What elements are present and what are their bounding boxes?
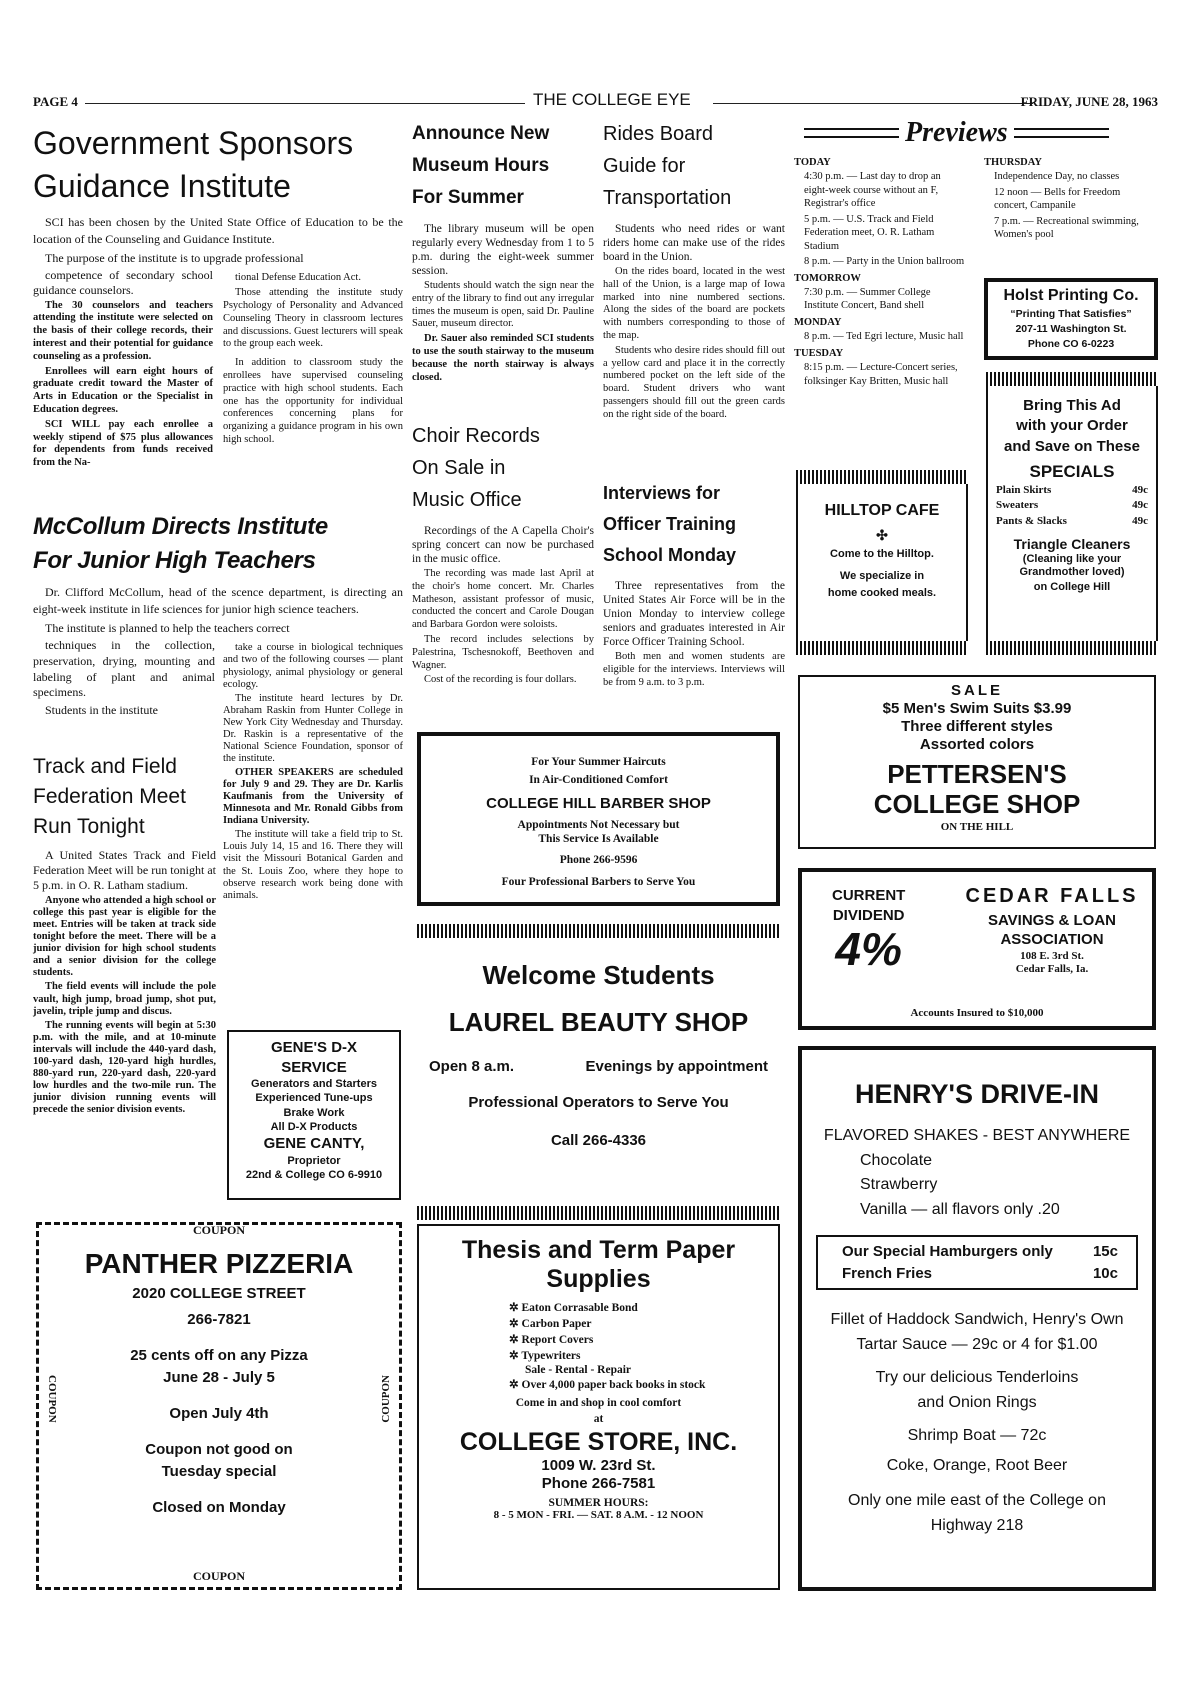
ad-store-name: COLLEGE STORE, INC. [459, 1427, 738, 1456]
list-item-label: Over 4,000 paper back books in stock [521, 1378, 706, 1391]
ad-genes-dx-service [227, 1030, 401, 1200]
ad-title: SERVICE [281, 1058, 347, 1076]
ad-line: This Service Is Available [538, 832, 659, 845]
article-interviews [603, 478, 785, 691]
ad-pettersens-college-shop [798, 675, 1156, 849]
preview-day-thursday [984, 156, 1156, 242]
list-item-label: Report Covers [521, 1333, 594, 1346]
ad-title: Holst Printing Co. [1003, 287, 1139, 304]
paragraph: competence of secondary school guidance counselors. [33, 268, 213, 298]
ad-college-hill-barber-shop [417, 732, 780, 906]
article-guidance [33, 122, 403, 472]
item-price: 49c [1132, 483, 1148, 496]
item-name: Plain Skirts [996, 483, 1052, 496]
page-number: PAGE 4 [33, 94, 78, 109]
paragraph: The institute is planned to help the teachers correct [45, 620, 290, 635]
ad-holst-printing [984, 278, 1158, 360]
decorative-border [796, 641, 968, 655]
headline [33, 122, 403, 208]
ad-line: $5 Men's Swim Suits $3.99 [882, 700, 1072, 717]
event-item: 8 p.m. — Ted Egri lecture, Music hall [804, 331, 964, 343]
paragraph: SCI has been chosen by the United State Office of Education to be the location of the Counseling and Guidance Institute. [33, 215, 403, 246]
ad-title: COLLEGE SHOP [873, 788, 1081, 819]
ad-cedar-falls-savings [798, 868, 1156, 1030]
list-item: ✲ Eaton Corrasable Bond [509, 1301, 638, 1314]
ad-line: Bring This Ad [1023, 397, 1121, 414]
paragraph: The running events will begin at 5:30 p.m. with the mile, and at 10-minute intervals will include the 440-yard dash, 100-yard dash, 120-yard high hurdles, 880-yard run, 220-yard dash, 220-yard low hurdles and the two-mile run. The junior division running events will precede the senior division events. [33, 1019, 216, 1116]
decorative-rule [804, 128, 899, 138]
ad-line: on College Hill [1033, 580, 1111, 593]
headline-line: Rides Board [603, 123, 714, 145]
menu-item: Our Special Hamburgers only [842, 1242, 1053, 1260]
paragraph: Students should watch the sign near the entry of the library to find out any irregular times the museum is open, said Dr. Pauline Sauer, museum director. [412, 280, 594, 330]
paragraph: Students in the institute [45, 702, 158, 717]
list-item-label: Typewriters [521, 1349, 581, 1362]
hamburger-box [816, 1235, 1138, 1291]
paragraph: The record includes selections by Palestrina, Tschesnokoff, Beethoven and Wagner. [412, 634, 594, 671]
paragraph: The recording was made last April at the choir's home concert. Mr. Charles Matheson, assistant professor of music, conducted the concert and Carole Dougan and Barbara Gordon were soloists. [412, 568, 594, 631]
event-item: 8:15 p.m. — Lecture-Concert series, folksinger Kay Britten, Music hall [804, 362, 958, 387]
event-item: 12 noon — Bells for Freedom concert, Campanile [994, 186, 1121, 212]
ad-line: Appointments Not Necessary but [517, 818, 680, 831]
ad-title: LAUREL BEAUTY SHOP [448, 1007, 749, 1038]
ad-address: 108 E. 3rd St. [1020, 949, 1084, 962]
ad-title: Welcome Students [482, 960, 715, 990]
ad-phone: Phone CO 6-0223 [1027, 338, 1115, 351]
newspaper-title: THE COLLEGE EYE [533, 90, 691, 109]
paragraph: take a course in biological techniques and two of the following courses — plant physiology, animal physiology or general ecology. [223, 642, 403, 690]
headline-line: Officer Training [603, 514, 737, 534]
ad-line: Fillet of Haddock Sandwich, Henry's Own [830, 1311, 1124, 1329]
ad-line: SUMMER HOURS: [548, 1496, 649, 1509]
paragraph: Three representatives from the United States Air Force will be in the Union Monday to interview college seniors and graduates interested in Air Force Officer Training School. [603, 580, 785, 649]
column [33, 268, 213, 472]
ad-line: (Cleaning like your [1022, 553, 1122, 566]
headline-line: Choir Records [412, 425, 540, 447]
menu-item: French Fries [842, 1264, 933, 1282]
list-item-label: Eaton Corrasable Bond [521, 1301, 638, 1314]
flavor-list [802, 1149, 1152, 1223]
ad-line: Come to the Hilltop. [830, 547, 934, 560]
menu-price: 10c [1092, 1264, 1118, 1282]
ad-line: Four Professional Barbers to Serve You [501, 876, 696, 889]
preview-day-today [794, 156, 966, 269]
headline [412, 420, 594, 516]
headline-line: Federation Meet [33, 785, 186, 808]
paragraph: tional Defense Education Act. [235, 272, 361, 284]
ad-line: For Your Summer Haircuts [531, 756, 666, 768]
ad-line: CURRENT [832, 887, 906, 904]
ad-line: and Save on These [1004, 437, 1140, 455]
ad-phone: Call 266-4336 [550, 1132, 647, 1150]
coupon-offer: 25 cents off on any Pizza [130, 1346, 308, 1364]
ad-hilltop-cafe [796, 470, 968, 655]
article-body [412, 222, 594, 384]
ad-title: CEDAR FALLS [965, 885, 1139, 907]
ad-line: Evenings by appointment [585, 1058, 768, 1076]
ad-line: Three different styles [901, 718, 1053, 735]
ad-line: Only one mile east of the College on [848, 1492, 1106, 1510]
headline [603, 118, 785, 214]
ad-title: COLLEGE HILL BARBER SHOP [486, 794, 711, 812]
ad-line: All D-X Products [270, 1120, 358, 1133]
item-name: Pants & Slacks [996, 514, 1067, 527]
headline-line: Guide for [603, 155, 686, 177]
headline-line: Museum Hours [412, 155, 550, 176]
ad-line: Shrimp Boat — 72c [907, 1426, 1047, 1444]
ad-hours: 8 - 5 MON - FRI. — SAT. 8 A.M. - 12 NOON [493, 1508, 704, 1521]
ad-line: Grandmother loved) [1019, 566, 1125, 579]
headline-line: Run Tonight [33, 815, 145, 838]
article-body [412, 524, 594, 687]
ad-line: FLAVORED SHAKES - BEST ANYWHERE [823, 1126, 1131, 1144]
list-item: ✲ Report Covers [509, 1333, 594, 1346]
ad-title: Thesis and Term Paper [461, 1236, 736, 1264]
issue-date: FRIDAY, JUNE 28, 1963 [1020, 94, 1158, 109]
event-item: 5 p.m. — U.S. Track and Field Federation meet, O. R. Latham Stadium [804, 213, 935, 252]
ad-panther-pizzeria-coupon[interactable] [36, 1222, 402, 1590]
ad-address: 22nd & College CO 6-9910 [245, 1168, 383, 1181]
specials-list [988, 483, 1156, 529]
ad-address: 2020 COLLEGE STREET [132, 1284, 306, 1302]
ornament-icon: ✣ [876, 526, 888, 543]
ad-line: DIVIDEND [832, 906, 905, 924]
column [223, 638, 403, 903]
ad-title: HILLTOP CAFE [824, 502, 940, 519]
ad-line: Experienced Tune-ups [255, 1092, 373, 1105]
special-item [996, 483, 1148, 498]
paragraph: OTHER SPEAKERS are scheduled for July 9 and 29. They are Dr. Karlis Kaufmanis from the University of Minnesota and Mr. Ronald Gibbs from Indiana University. [223, 767, 403, 827]
headline-line: For Summer [412, 187, 524, 208]
headline-line: Transportation [603, 187, 732, 209]
paragraph: Dr. Clifford McCollum, head of the scence department, is directing an eight-week institute in life sciences for junior high science teachers. [33, 585, 403, 616]
ad-phone: Phone 266-9596 [559, 854, 638, 867]
ad-title: HENRY'S DRIVE-IN [855, 1079, 1099, 1109]
ad-line: and Onion Rings [917, 1393, 1037, 1411]
item-price: 49c [1132, 514, 1148, 527]
header-rule [713, 103, 1033, 104]
dividend-rate: 4% [835, 923, 902, 975]
dividend-block [832, 886, 905, 973]
ad-title: ASSOCIATION [1000, 930, 1104, 948]
article-choir [412, 420, 594, 689]
ad-triangle-cleaners [986, 372, 1158, 655]
previews-masthead [804, 116, 1158, 150]
ad-henrys-drive-in [798, 1046, 1156, 1591]
ad-title: PANTHER PIZZERIA [84, 1248, 354, 1279]
paragraph: A United States Track and Field Federation Meet will be run tonight at 5 p.m. in O. R. Latham stadium. [33, 848, 216, 892]
preview-day-monday [794, 316, 966, 344]
list-item: ✲ Typewriters [509, 1349, 581, 1362]
day-heading: TOMORROW [794, 272, 861, 284]
headline [33, 510, 403, 578]
ad-title: PETTERSEN'S [887, 759, 1067, 789]
column [223, 268, 403, 472]
event-item: 4:30 p.m. — Last day to drop an eight-week course without an F, Registrar's office [804, 171, 941, 210]
flavor-item: Vanilla — all flavors only .20 [860, 1201, 1060, 1219]
preview-day-tomorrow [794, 272, 966, 313]
ad-title: GENE'S D-X [270, 1039, 358, 1056]
day-heading: THURSDAY [984, 157, 1042, 168]
headline-line: For Junior High Teachers [33, 547, 316, 574]
ad-content [417, 960, 780, 1150]
coupon-label-vertical: COUPON [46, 1375, 59, 1423]
list-item: ✲ Over 4,000 paper back books in stock [509, 1378, 706, 1391]
paragraph: Students who need rides or want riders home can make use of the rides board in the Union. [603, 223, 785, 264]
previews-column [984, 156, 1156, 245]
list-item: ✲ Carbon Paper [509, 1317, 592, 1330]
paragraph: In addition to classroom study the enrollees have supervised counseling practice with high school students. Each one has the opportunity for individual conferences concerning plans for organizing a guidance program in his own high school. [223, 357, 403, 445]
paragraph: Anyone who attended a high school or college this past year is eligible for the meet. Entries will be taken at track side tonight before the meet. There will be a junior division for high school students and a senior division for the college students. [33, 895, 216, 979]
ad-line: with your Order [1016, 417, 1128, 435]
paragraph: The field events will include the pole vault, high jump, broad jump, shot put, javelin, triple jump and discus. [33, 981, 216, 1017]
ad-line: We specialize in [839, 569, 925, 582]
decorative-border [796, 470, 968, 484]
ad-line: home cooked meals. [827, 587, 937, 600]
ad-line: Proprietor [287, 1154, 341, 1167]
article-rides-board [603, 118, 785, 424]
ad-line: Brake Work [283, 1106, 345, 1119]
coupon-dates: June 28 - July 5 [163, 1368, 275, 1386]
paragraph: The library museum will be open regularly every Wednesday from 1 to 5 p.m. during the eight-week summer session. [412, 223, 594, 278]
article-museum [412, 118, 594, 386]
event-item: 7 p.m. — Recreational swimming, Women's pool [994, 215, 1139, 241]
page-header [33, 90, 1158, 112]
day-heading: MONDAY [794, 316, 842, 328]
header-rule [85, 103, 525, 104]
paragraph: The purpose of the institute is to upgrade professional [45, 250, 304, 265]
day-heading: TUESDAY [794, 347, 844, 359]
headline-line: Music Office [412, 489, 522, 511]
ad-line: Closed on Monday [152, 1498, 286, 1516]
flavor-item: Strawberry [860, 1176, 938, 1194]
paragraph: Both men and women students are eligible for the interviews. Interviews will be from 9 a.m. to 3 p.m. [603, 651, 785, 688]
headline-line: School Monday [603, 545, 737, 565]
ad-title: SAVINGS & LOAN [987, 912, 1117, 929]
paragraph: Students who desire rides should fill out a yellow card and place it in the correctly numbered pocket on the left side of the board. Student drivers who want passengers should fill out the green cards on the right side of the board. [603, 344, 785, 420]
article-track [33, 752, 216, 1118]
ad-line: Open 8 a.m. [429, 1058, 515, 1076]
ad-laurel-beauty-shop [417, 924, 780, 1220]
ad-line: Tartar Sauce — 29c or 4 for $1.00 [856, 1336, 1098, 1354]
flavor-item: Chocolate [860, 1151, 933, 1169]
item-price: 49c [1132, 499, 1148, 512]
paragraph: The institute will take a field trip to St. Louis July 14, 15 and 16. There they will visit the Missouri Botanical Garden and the St. Louis Zoo, where they hope to observe research work being done with animals. [223, 829, 403, 901]
lead [33, 584, 403, 636]
ad-line: SALE [950, 682, 1003, 699]
paragraph: The institute heard lectures by Dr. Abraham Raskin from Hunter College in New York City Wednesday and Thursday. Dr. Raskin is a representative of the National Science Foundation, sponsor of the institute. [223, 692, 403, 764]
event-item: 8 p.m. — Party in the Union ballroom [804, 256, 965, 268]
ad-college-store [417, 1224, 780, 1590]
ad-store-name: Triangle Cleaners [1013, 536, 1131, 553]
special-item [996, 498, 1148, 513]
ad-line: Try our delicious Tenderloins [875, 1369, 1079, 1387]
ad-line: Professional Operators to Serve You [468, 1094, 729, 1112]
headline-line: McCollum Directs Institute [33, 513, 328, 540]
ad-address: 1009 W. 23rd St. [541, 1456, 656, 1474]
article-body [33, 848, 216, 1116]
headline-line: Announce New [412, 123, 550, 144]
headline-line: On Sale in [412, 457, 506, 479]
ad-line: “Printing That Satisfies” [1010, 307, 1132, 320]
previews-column [794, 156, 966, 391]
paragraph: Dr. Sauer also reminded SCI students to use the south stairway to the museum because the north stairway is always closed. [412, 333, 594, 383]
headline-line: Interviews for [603, 483, 721, 503]
columns [33, 268, 403, 472]
headline-line: Track and Field [33, 755, 177, 778]
paragraph: Those attending the institute study Psychology of Personality and Advanced Counseling Theory in classroom lectures and discussions. Guest lecturers will speak to the group each week. [223, 287, 403, 350]
paragraph: The 30 counselors and teachers attending the institute were selected on the basis of their college records, their interest and their potential for guidance counseling as a profession. [33, 299, 213, 362]
ad-line: Coupon not good on [145, 1440, 293, 1458]
supplies-list [509, 1300, 778, 1393]
ad-title: Supplies [546, 1264, 651, 1293]
headline-line: Government Sponsors [33, 125, 354, 161]
ad-address: 207-11 Washington St. [1015, 323, 1127, 336]
ad-title: SPECIALS [1029, 461, 1115, 481]
special-item [996, 514, 1148, 529]
event-item: Independence Day, no classes [994, 171, 1120, 183]
ad-line: Tuesday special [161, 1462, 277, 1480]
decorative-rule [798, 1026, 1156, 1030]
ad-content [986, 386, 1158, 641]
article-body [603, 579, 785, 689]
ad-line: ON THE HILL [940, 820, 1014, 833]
lead [33, 214, 403, 266]
ad-address: Cedar Falls, Ia. [1015, 963, 1089, 976]
list-item: Sale - Rental - Repair [525, 1363, 632, 1376]
paragraph: Enrollees will earn eight hours of graduate credit toward the Master of Arts in Education or the Specialist in Education degrees. [33, 365, 213, 416]
ad-content [796, 484, 968, 641]
ad-line: Highway 218 [930, 1517, 1024, 1535]
decorative-border [417, 1206, 780, 1220]
list-item-label: Carbon Paper [521, 1317, 592, 1330]
menu-price: 15c [1092, 1242, 1118, 1260]
paragraph: SCI WILL pay each enrollee a weekly stipend of $75 plus allowances for dependents from funds received from the Na- [33, 418, 213, 469]
ad-line: Assorted colors [919, 736, 1035, 753]
coupon-label-vertical: COUPON [379, 1375, 392, 1423]
item-name: Sweaters [996, 499, 1039, 512]
ad-line: Coke, Orange, Root Beer [886, 1457, 1068, 1475]
decorative-rule [1014, 128, 1109, 138]
paragraph: Cost of the recording is four dollars. [424, 674, 577, 686]
ad-line: Open July 4th [169, 1404, 269, 1422]
decorative-border [986, 641, 1158, 655]
bank-block [952, 884, 1152, 977]
paragraph: Recordings of the A Capella Choir's spring concert can now be purchased in the music office. [412, 525, 594, 566]
ad-line: Accounts Insured to $10,000 [910, 1006, 1044, 1019]
day-heading: TODAY [794, 157, 831, 168]
ad-line: In Air-Conditioned Comfort [529, 773, 668, 786]
ad-line: Generators and Starters [251, 1078, 377, 1090]
ad-owner: GENE CANTY, [263, 1135, 365, 1153]
ad-phone: 266-7821 [187, 1310, 251, 1328]
headline [603, 478, 785, 571]
ad-phone: Phone 266-7581 [541, 1474, 656, 1492]
headline-line: Guidance Institute [33, 168, 291, 204]
section-title: Previews [905, 117, 1008, 148]
coupon-label: COUPON [193, 1568, 245, 1583]
paragraph: techniques in the collection, preservation, drying, mounting and labeling of plant and animal specimens. [33, 638, 215, 700]
article-body [603, 222, 785, 422]
decorative-border [417, 924, 780, 938]
headline [412, 118, 594, 214]
paragraph: On the rides board, located in the west hall of the Union, is a large map of Iowa marked into nine numbered sections. Along the sides of the board are pockets with numbers corresponding to those of the map. [603, 266, 785, 342]
headline [33, 752, 216, 842]
preview-day-tuesday [794, 347, 966, 388]
event-item: 7:30 p.m. — Summer College Institute Concert, Band shell [804, 286, 931, 312]
ad-line: Come in and shop in cool comfort [515, 1396, 682, 1409]
ad-line: at [593, 1412, 604, 1425]
decorative-border [986, 372, 1158, 386]
coupon-label: COUPON [193, 1223, 245, 1237]
